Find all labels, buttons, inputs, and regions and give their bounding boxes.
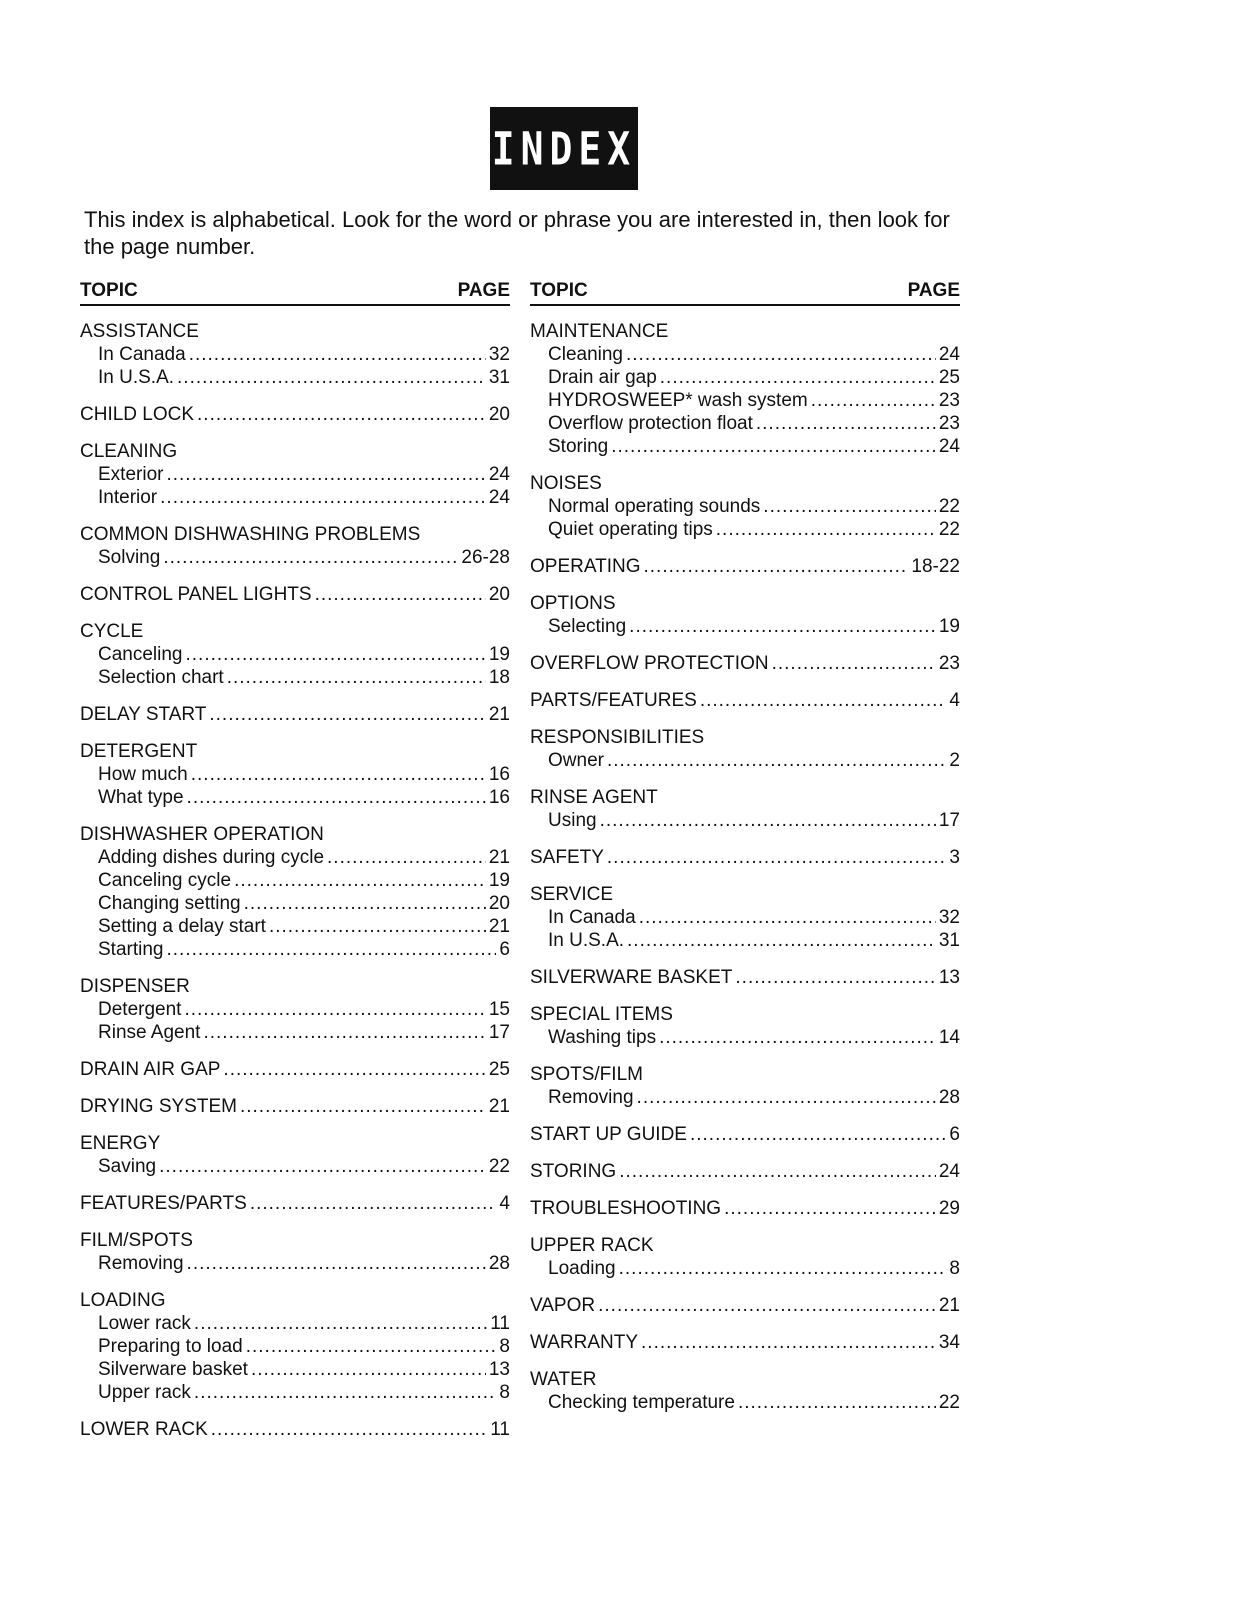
index-title-box — [490, 107, 638, 190]
subentry-label: Quiet operating tips — [548, 519, 713, 540]
topic-header: TOPIC — [530, 280, 588, 301]
dot-leader — [659, 1026, 936, 1049]
index-subentry — [80, 786, 510, 809]
dot-leader — [811, 389, 936, 412]
dot-leader — [203, 1021, 485, 1044]
page-number: 17 — [938, 810, 960, 831]
index-topic — [530, 726, 960, 772]
index-topic — [80, 440, 510, 509]
index-topic — [530, 883, 960, 952]
page-number: 32 — [938, 907, 960, 928]
topic-name: DISHWASHER OPERATION — [80, 824, 324, 845]
left-column — [80, 280, 510, 1455]
dot-leader — [716, 518, 936, 541]
entry-label: DRAIN AIR GAP — [80, 1059, 221, 1080]
dot-leader — [250, 1192, 497, 1215]
index-topic — [530, 846, 960, 869]
dot-leader — [234, 869, 486, 892]
index-subentry — [530, 809, 960, 832]
index-subentry — [80, 1335, 510, 1358]
page-number: 28 — [938, 1087, 960, 1108]
dot-leader — [159, 1155, 486, 1178]
index-subentry — [80, 366, 510, 389]
left-entries — [80, 320, 510, 1441]
page-number: 16 — [488, 787, 510, 808]
subentry-label: Setting a delay start — [98, 916, 266, 937]
topic-name: SERVICE — [530, 884, 614, 905]
index-topic — [80, 523, 510, 569]
subentry-label: Saving — [98, 1156, 157, 1177]
index-topic — [530, 966, 960, 989]
page-number: 22 — [938, 496, 960, 517]
dot-leader — [600, 809, 936, 832]
topic-name: CYCLE — [80, 621, 144, 642]
page-number: 24 — [938, 1161, 960, 1182]
dot-leader — [772, 652, 936, 675]
subentry-label: Adding dishes during cycle — [98, 847, 325, 868]
index-subentry — [530, 389, 960, 412]
dot-leader — [197, 403, 486, 426]
topic-name: UPPER RACK — [530, 1235, 654, 1256]
index-subentry — [80, 998, 510, 1021]
page-number: 4 — [949, 690, 960, 711]
index-topic — [530, 652, 960, 675]
dot-leader — [184, 998, 485, 1021]
dot-leader — [700, 689, 947, 712]
page-number: 19 — [488, 644, 510, 665]
index-subentry — [530, 343, 960, 366]
index-topic — [530, 592, 960, 638]
topic-name: OPTIONS — [530, 593, 616, 614]
index-topic — [80, 975, 510, 1044]
index-entry — [80, 1058, 510, 1081]
index-subentry — [530, 1391, 960, 1414]
subentry-label: Canceling cycle — [98, 870, 232, 891]
subentry-label: In U.S.A. — [98, 367, 175, 388]
page-number: 11 — [490, 1419, 510, 1440]
index-topic — [530, 1197, 960, 1220]
index-entry — [80, 403, 510, 426]
index-topic — [80, 1289, 510, 1404]
dot-leader — [194, 1381, 497, 1404]
index-topic — [80, 703, 510, 726]
index-subentry — [80, 846, 510, 869]
page-number: 4 — [499, 1193, 510, 1214]
page-number: 23 — [938, 653, 960, 674]
subentry-label: HYDROSWEEP* wash system — [548, 390, 808, 411]
entry-label: SILVERWARE BASKET — [530, 967, 733, 988]
subentry-label: Upper rack — [98, 1382, 191, 1403]
dot-leader — [187, 1252, 486, 1275]
topic-name: LOADING — [80, 1290, 166, 1311]
index-subentry — [80, 1155, 510, 1178]
dot-leader — [724, 1197, 936, 1220]
page-number: 24 — [938, 344, 960, 365]
page-number: 8 — [499, 1382, 510, 1403]
right-entries — [530, 320, 960, 1414]
index-topic — [80, 1095, 510, 1118]
index-topic — [530, 1368, 960, 1414]
page-number: 18 — [488, 667, 510, 688]
index-subentry — [80, 915, 510, 938]
dot-leader — [607, 846, 947, 869]
index-subentry — [80, 1312, 510, 1335]
dot-leader — [166, 463, 485, 486]
page-number: 16 — [488, 764, 510, 785]
page-number: 21 — [488, 916, 510, 937]
page-number: 22 — [488, 1156, 510, 1177]
index-topic — [530, 1003, 960, 1049]
subentry-label: In U.S.A. — [548, 930, 625, 951]
topic-name: NOISES — [530, 473, 602, 494]
entry-label: STORING — [530, 1161, 617, 1182]
dot-leader — [177, 366, 486, 389]
dot-leader — [641, 1331, 936, 1354]
index-subentry — [80, 1358, 510, 1381]
page-number: 24 — [488, 464, 510, 485]
index-topic — [530, 1063, 960, 1109]
index-subentry — [80, 486, 510, 509]
dot-leader — [166, 938, 496, 961]
dot-leader — [327, 846, 486, 869]
index-subentry — [530, 1086, 960, 1109]
page-number: 14 — [938, 1027, 960, 1048]
page-number: 8 — [499, 1336, 510, 1357]
topic-name: COMMON DISHWASHING PROBLEMS — [80, 524, 421, 545]
subentry-label: Preparing to load — [98, 1336, 243, 1357]
dot-leader — [160, 486, 486, 509]
subentry-label: Lower rack — [98, 1313, 191, 1334]
page-number: 24 — [488, 487, 510, 508]
page-number: 22 — [938, 1392, 960, 1413]
index-subentry — [80, 1021, 510, 1044]
index-entry — [530, 1123, 960, 1146]
subentry-label: Washing tips — [548, 1027, 657, 1048]
index-subentry — [80, 869, 510, 892]
dot-leader — [240, 1095, 486, 1118]
right-column-header — [530, 280, 960, 306]
page-number: 21 — [488, 847, 510, 868]
page-number: 28 — [488, 1253, 510, 1274]
dot-leader — [639, 906, 936, 929]
topic-name: DISPENSER — [80, 976, 190, 997]
dot-leader — [629, 615, 936, 638]
subentry-label: Changing setting — [98, 893, 241, 914]
dot-leader — [619, 1257, 947, 1280]
subentry-label: How much — [98, 764, 188, 785]
dot-leader — [194, 1312, 487, 1335]
entry-label: SAFETY — [530, 847, 604, 868]
page-number: 6 — [499, 939, 510, 960]
index-subentry — [80, 1381, 510, 1404]
subentry-label: Normal operating sounds — [548, 496, 761, 517]
dot-leader — [315, 583, 486, 606]
subentry-label: Starting — [98, 939, 164, 960]
dot-leader — [598, 1294, 936, 1317]
page-number: 18-22 — [911, 556, 960, 577]
dot-leader — [660, 366, 936, 389]
index-entry — [80, 583, 510, 606]
index-topic — [530, 1331, 960, 1354]
page-number: 8 — [949, 1258, 960, 1279]
topic-name: CLEANING — [80, 441, 178, 462]
index-topic — [530, 689, 960, 712]
index-subentry — [530, 495, 960, 518]
page-number: 19 — [938, 616, 960, 637]
dot-leader — [607, 749, 946, 772]
page-number: 19 — [488, 870, 510, 891]
index-topic — [80, 823, 510, 961]
index-subentry — [80, 546, 510, 569]
subentry-label: Checking temperature — [548, 1392, 735, 1413]
page-number: 34 — [938, 1332, 960, 1353]
topic-name: ASSISTANCE — [80, 321, 199, 342]
index-entry — [530, 1160, 960, 1183]
entry-label: DRYING SYSTEM — [80, 1096, 237, 1117]
dot-leader — [187, 786, 486, 809]
index-subentry — [80, 1252, 510, 1275]
page-header: PAGE — [907, 280, 960, 301]
dot-leader — [163, 546, 458, 569]
subentry-label: Drain air gap — [548, 367, 657, 388]
page-number: 2 — [949, 750, 960, 771]
subentry-label: Removing — [548, 1087, 634, 1108]
dot-leader — [644, 555, 909, 578]
index-entry — [530, 846, 960, 869]
index-subentry — [530, 412, 960, 435]
index-topic — [80, 1229, 510, 1275]
index-entry — [530, 652, 960, 675]
entry-label: PARTS/FEATURES — [530, 690, 697, 711]
page-number: 24 — [938, 436, 960, 457]
index-topic — [530, 1160, 960, 1183]
page-header: PAGE — [457, 280, 510, 301]
topic-name: WATER — [530, 1369, 597, 1390]
dot-leader — [246, 1335, 497, 1358]
entry-label: LOWER RACK — [80, 1419, 208, 1440]
index-subentry — [530, 929, 960, 952]
index-topic — [80, 620, 510, 689]
page-number: 26-28 — [461, 547, 510, 568]
subentry-label: What type — [98, 787, 184, 808]
dot-leader — [690, 1123, 946, 1146]
page-number: 13 — [938, 967, 960, 988]
subentry-label: Using — [548, 810, 597, 831]
entry-label: OVERFLOW PROTECTION — [530, 653, 769, 674]
index-entry — [80, 1192, 510, 1215]
index-topic — [80, 583, 510, 606]
index-entry — [530, 1197, 960, 1220]
topic-name: MAINTENANCE — [530, 321, 669, 342]
subentry-label: Rinse Agent — [98, 1022, 201, 1043]
index-entry — [80, 1095, 510, 1118]
entry-label: VAPOR — [530, 1295, 596, 1316]
index-title: INDEX — [491, 122, 637, 175]
index-subentry — [80, 666, 510, 689]
dot-leader — [211, 1418, 488, 1441]
index-subentry — [530, 1026, 960, 1049]
page-number: 21 — [488, 704, 510, 725]
page-number: 25 — [488, 1059, 510, 1080]
index-entry — [80, 1418, 510, 1441]
subentry-label: Owner — [548, 750, 604, 771]
index-topic — [80, 1058, 510, 1081]
subentry-label: Interior — [98, 487, 158, 508]
page-number: 6 — [949, 1124, 960, 1145]
index-subentry — [80, 938, 510, 961]
subentry-label: Selecting — [548, 616, 627, 637]
index-topic — [80, 740, 510, 809]
dot-leader — [611, 435, 936, 458]
intro-text: This index is alphabetical. Look for the word or phrase you are interested in, then look for the page number. — [84, 207, 950, 259]
topic-name: SPOTS/FILM — [530, 1064, 643, 1085]
subentry-label: Loading — [548, 1258, 616, 1279]
index-topic — [530, 1123, 960, 1146]
subentry-label: Exterior — [98, 464, 164, 485]
page-number: 20 — [488, 893, 510, 914]
entry-label: OPERATING — [530, 556, 641, 577]
subentry-label: Silverware basket — [98, 1359, 248, 1380]
dot-leader — [627, 929, 936, 952]
index-entry — [530, 689, 960, 712]
right-column — [530, 280, 960, 1428]
page-number: 22 — [938, 519, 960, 540]
index-subentry — [80, 463, 510, 486]
page-number: 15 — [488, 999, 510, 1020]
subentry-label: Canceling — [98, 644, 183, 665]
subentry-label: Removing — [98, 1253, 184, 1274]
dot-leader — [191, 763, 486, 786]
page-number: 3 — [949, 847, 960, 868]
dot-leader — [251, 1358, 486, 1381]
dot-leader — [209, 703, 486, 726]
dot-leader — [626, 343, 936, 366]
page-number: 20 — [488, 404, 510, 425]
index-subentry — [530, 366, 960, 389]
page-number: 29 — [938, 1198, 960, 1219]
topic-name: SPECIAL ITEMS — [530, 1004, 673, 1025]
dot-leader — [619, 1160, 936, 1183]
entry-label: FEATURES/PARTS — [80, 1193, 247, 1214]
index-topic — [80, 1132, 510, 1178]
page-number: 13 — [488, 1359, 510, 1380]
subentry-label: In Canada — [98, 344, 186, 365]
page-number: 32 — [488, 344, 510, 365]
index-topic — [80, 403, 510, 426]
dot-leader — [244, 892, 486, 915]
left-column-header — [80, 280, 510, 306]
page-number: 21 — [938, 1295, 960, 1316]
subentry-label: Storing — [548, 436, 609, 457]
index-entry — [530, 1294, 960, 1317]
page-number: 17 — [488, 1022, 510, 1043]
dot-leader — [223, 1058, 485, 1081]
subentry-label: Solving — [98, 547, 161, 568]
entry-label: CHILD LOCK — [80, 404, 195, 425]
subentry-label: In Canada — [548, 907, 636, 928]
dot-leader — [763, 495, 936, 518]
dot-leader — [756, 412, 936, 435]
index-topic — [530, 1294, 960, 1317]
entry-label: DELAY START — [80, 704, 207, 725]
index-subentry — [530, 906, 960, 929]
page-number: 23 — [938, 390, 960, 411]
index-subentry — [80, 892, 510, 915]
entry-label: TROUBLESHOOTING — [530, 1198, 722, 1219]
dot-leader — [738, 1391, 936, 1414]
index-subentry — [530, 749, 960, 772]
page-number: 20 — [488, 584, 510, 605]
index-subentry — [530, 435, 960, 458]
index-subentry — [530, 615, 960, 638]
topic-header: TOPIC — [80, 280, 138, 301]
subentry-label: Detergent — [98, 999, 182, 1020]
subentry-label: Overflow protection float — [548, 413, 753, 434]
index-entry — [530, 555, 960, 578]
index-topic — [80, 1192, 510, 1215]
index-entry — [530, 966, 960, 989]
topic-name: FILM/SPOTS — [80, 1230, 193, 1251]
dot-leader — [735, 966, 935, 989]
page-number: 11 — [490, 1313, 510, 1334]
topic-name: RINSE AGENT — [530, 787, 658, 808]
page-number: 31 — [488, 367, 510, 388]
entry-label: WARRANTY — [530, 1332, 639, 1353]
index-topic — [80, 320, 510, 389]
subentry-label: Selection chart — [98, 667, 224, 688]
index-topic — [530, 472, 960, 541]
page-number: 31 — [938, 930, 960, 951]
index-subentry — [530, 1257, 960, 1280]
index-subentry — [530, 518, 960, 541]
topic-name: ENERGY — [80, 1133, 161, 1154]
index-entry — [80, 703, 510, 726]
dot-leader — [637, 1086, 936, 1109]
topic-name: RESPONSIBILITIES — [530, 727, 705, 748]
entry-label: CONTROL PANEL LIGHTS — [80, 584, 312, 605]
page-number: 21 — [488, 1096, 510, 1117]
index-entry — [530, 1331, 960, 1354]
index-topic — [80, 1418, 510, 1441]
index-subentry — [80, 343, 510, 366]
entry-label: START UP GUIDE — [530, 1124, 687, 1145]
dot-leader — [227, 666, 486, 689]
index-topic — [530, 320, 960, 458]
index-topic — [530, 786, 960, 832]
dot-leader — [186, 643, 486, 666]
page-number: 25 — [938, 367, 960, 388]
subentry-label: Cleaning — [548, 344, 623, 365]
topic-name: DETERGENT — [80, 741, 198, 762]
dot-leader — [189, 343, 486, 366]
index-topic — [530, 1234, 960, 1280]
page-number: 23 — [938, 413, 960, 434]
index-subentry — [80, 643, 510, 666]
index-topic — [530, 555, 960, 578]
dot-leader — [269, 915, 486, 938]
index-subentry — [80, 763, 510, 786]
